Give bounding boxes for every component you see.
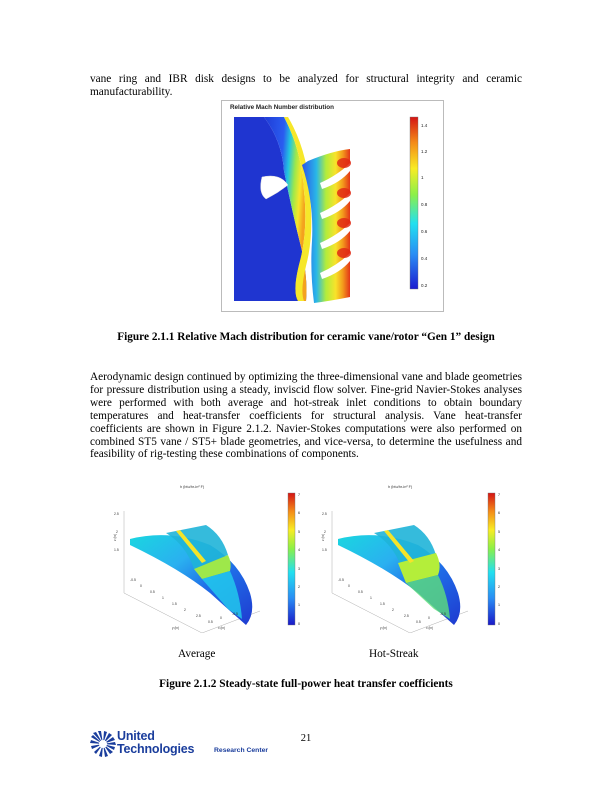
- y-tick: 0.5: [208, 620, 213, 624]
- logo-wordmark: [117, 730, 194, 755]
- x-tick: 0.5: [150, 590, 155, 594]
- logo-line-2: Technologies: [117, 741, 195, 756]
- cbar-tick: 3: [298, 567, 300, 571]
- z-tick: 2.5: [322, 512, 327, 516]
- y-axis-label: y (in): [172, 626, 180, 630]
- z-tick: 1.5: [114, 548, 119, 552]
- cbar-tick: 0.2: [421, 283, 428, 288]
- x-tick: 1: [162, 596, 164, 600]
- heat-transfer-plot-average: [110, 483, 310, 633]
- utrc-emblem-icon: [90, 731, 116, 757]
- y-axis-label: y (in): [380, 626, 388, 630]
- cbar-tick: 6: [498, 511, 500, 515]
- cbar-tick: 5: [298, 530, 300, 534]
- paragraph-intro: vane ring and IBR disk designs to be analyzed for structural integrity and ceramic manufacturability.: [90, 73, 522, 98]
- x-tick: 1.5: [172, 602, 177, 606]
- cbar-tick: 1.2: [421, 149, 428, 154]
- cbar-tick: 1: [298, 603, 300, 607]
- cbar-tick: 1.4: [421, 123, 428, 128]
- cbar-tick: 4: [498, 548, 500, 552]
- mach-distribution-figure: [221, 100, 444, 312]
- cbar-tick: 1: [498, 603, 500, 607]
- x-axis-label: x (in): [426, 626, 434, 630]
- x-tick: -0.5: [130, 578, 136, 582]
- heat-transfer-label: h (btu/hr-in² F): [388, 485, 413, 489]
- mach-contour-plot: [222, 101, 443, 311]
- heat-transfer-surface-average: [110, 483, 310, 633]
- x-tick: 0.5: [358, 590, 363, 594]
- x-tick: 2.5: [404, 614, 409, 618]
- y-tick: 0: [428, 616, 430, 620]
- cbar-tick: 1: [421, 175, 424, 180]
- z-tick: 1.5: [322, 548, 327, 552]
- y-tick: 0: [220, 616, 222, 620]
- cbar-tick: 0: [298, 622, 300, 626]
- heat-transfer-label: h (btu/hr-in² F): [180, 485, 205, 489]
- cbar-tick: 0: [498, 622, 500, 626]
- cbar-tick: 5: [498, 530, 500, 534]
- logo-line-1: United: [117, 729, 155, 743]
- panel-label-hot-streak: Hot-Streak: [369, 648, 419, 660]
- page-number: 21: [300, 733, 312, 744]
- panel-label-average: Average: [178, 648, 216, 660]
- z-tick: 2: [116, 530, 118, 534]
- x-tick: -0.5: [338, 578, 344, 582]
- x-axis-label: x (in): [218, 626, 226, 630]
- z-tick: 2.5: [114, 512, 119, 516]
- cbar-tick: 2: [498, 585, 500, 589]
- x-tick: 2: [392, 608, 394, 612]
- figure-1-caption: Figure 2.1.1 Relative Mach distribution for ceramic vane/rotor “Gen 1” design: [117, 331, 495, 343]
- y-tick: -0.5: [440, 612, 446, 616]
- x-tick: 1.5: [380, 602, 385, 606]
- y-tick: 0.5: [416, 620, 421, 624]
- cbar-tick: 7: [498, 493, 500, 497]
- x-tick: 0: [348, 584, 350, 588]
- paragraph-body: Aerodynamic design continued by optimizing the three-dimensional vane and blade geometries for pressure distribution using a steady, inviscid flow solver. Fine-grid Navier-Stokes analyses were performed with both average and hot-streak inlet conditions to obtain boundary temperatures and heat-transfer coefficients for structural analysis. Vane heat-transfer coefficients are shown in Figure 2.1.2. Navier-Stokes computations were also performed on combined ST5 vane / ST5+ blade geometries, and vice-versa, to determine the usefulness and feasibility of rig-testing these combinations of components.: [90, 371, 522, 461]
- z-axis-label: z (in): [321, 533, 325, 541]
- cbar-tick: 0.4: [421, 256, 428, 261]
- logo-subtitle: Research Center: [214, 747, 269, 754]
- z-axis-label: z (in): [113, 533, 117, 541]
- figure-2-caption: Figure 2.1.2 Steady-state full-power heat transfer coefficients: [159, 678, 453, 690]
- z-tick: 2: [324, 530, 326, 534]
- cbar-tick: 2: [298, 585, 300, 589]
- y-tick: -0.5: [232, 612, 238, 616]
- x-tick: 0: [140, 584, 142, 588]
- figure-1-plot-title: Relative Mach Number distribution: [230, 104, 334, 111]
- cbar-tick: 4: [298, 548, 300, 552]
- x-tick: 1: [370, 596, 372, 600]
- x-tick: 2: [184, 608, 186, 612]
- heat-transfer-plot-hot-streak: [318, 483, 518, 633]
- utrc-logo: [90, 730, 280, 760]
- cbar-tick: 6: [298, 511, 300, 515]
- cbar-tick: 0.6: [421, 229, 428, 234]
- cbar-tick: 7: [298, 493, 300, 497]
- x-tick: 2.5: [196, 614, 201, 618]
- cbar-tick: 3: [498, 567, 500, 571]
- cbar-tick: 0.8: [421, 202, 428, 207]
- heat-transfer-surface-hot-streak: [318, 483, 518, 633]
